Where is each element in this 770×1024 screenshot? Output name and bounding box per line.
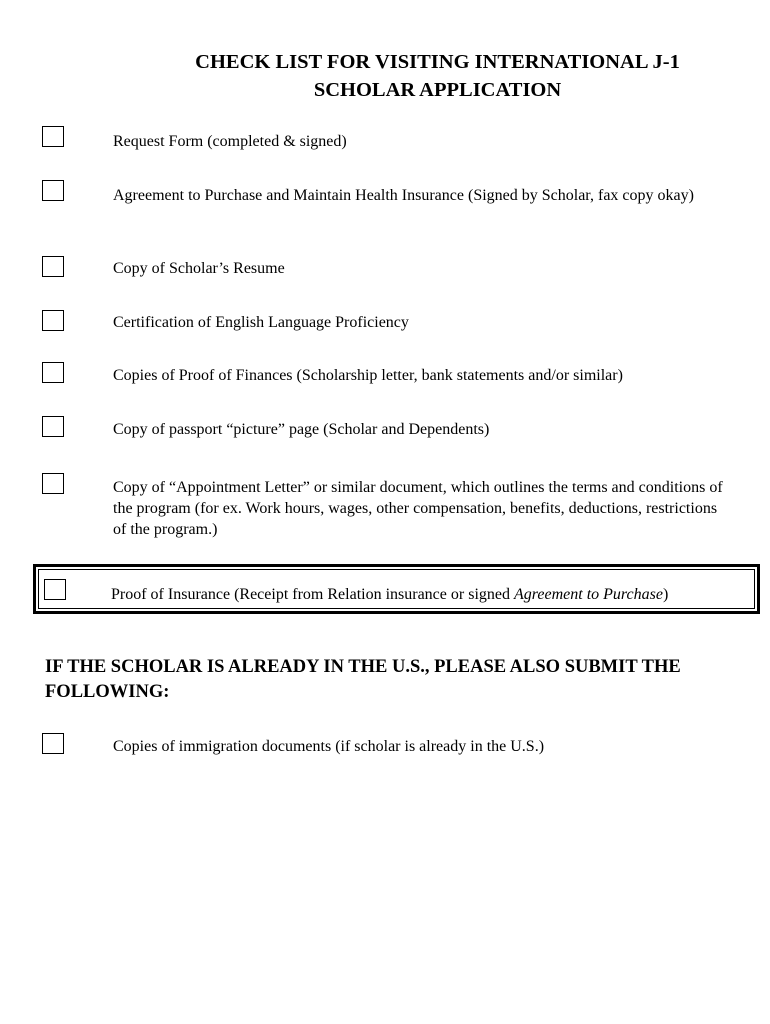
checkbox[interactable] (42, 256, 64, 277)
checklist-item-label: Copies of immigration documents (if scholar is already in the U.S.) (113, 738, 545, 755)
checkbox[interactable] (42, 473, 64, 494)
insurance-label-suffix: ) (662, 586, 669, 603)
checklist-item-label (111, 584, 751, 605)
checklist-item-label: Copy of passport “picture” page (Scholar and Dependents) (113, 421, 490, 438)
checklist-item-label: Certification of English Language Proficiency (113, 314, 409, 331)
page-title-line-1: CHECK LIST FOR VISITING INTERNATIONAL J-1 (195, 51, 680, 73)
checkbox[interactable] (42, 180, 64, 201)
checklist-item-label: Copy of Scholar’s Resume (113, 260, 285, 277)
checklist-item-label: Copy of “Appointment Letter” or similar document, which outlines the terms and conditions of the program (for ex. Work hours, wages, other compensation, benefits, deductions, restrictions of the program.) (113, 479, 723, 538)
insurance-label-italic: Agreement to Purchase (513, 586, 663, 603)
checkbox[interactable] (42, 416, 64, 437)
page-title-line-2: SCHOLAR APPLICATION (313, 79, 562, 101)
checklist-item-label: Request Form (completed & signed) (113, 133, 347, 150)
checkbox[interactable] (44, 579, 66, 600)
checklist-item-label: Copies of Proof of Finances (Scholarship letter, bank statements and/or similar) (113, 367, 623, 384)
checkbox[interactable] (42, 126, 64, 147)
checkbox[interactable] (42, 362, 64, 383)
proof-of-insurance-box (33, 564, 760, 614)
insurance-label-text: Proof of Insurance (Receipt from Relation insurance or signed (111, 586, 514, 603)
already-in-us-heading: IF THE SCHOLAR IS ALREADY IN THE U.S., PLEASE ALSO SUBMIT THE FOLLOWING: (45, 657, 681, 702)
checklist-item-label: Agreement to Purchase and Maintain Health Insurance (Signed by Scholar, fax copy okay) (113, 187, 694, 204)
page-title (150, 48, 725, 104)
checkbox[interactable] (42, 310, 64, 331)
checkbox[interactable] (42, 733, 64, 754)
